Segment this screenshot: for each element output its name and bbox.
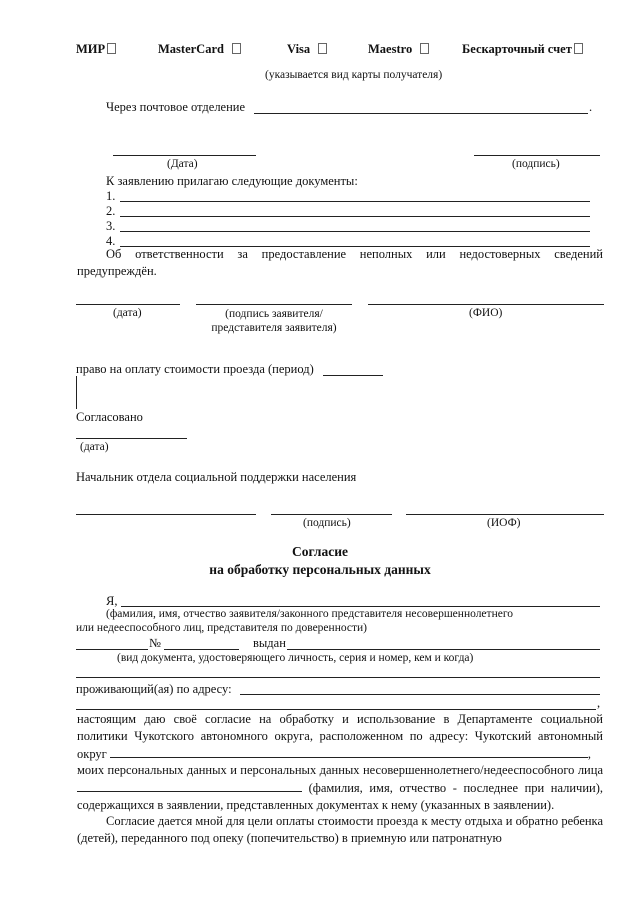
address-label: проживающий(ая) по адресу: — [76, 682, 232, 696]
applicant-fio-field[interactable] — [368, 304, 604, 305]
attach-field-1[interactable] — [120, 201, 590, 202]
consent-paragraph-2 — [77, 762, 603, 814]
doc-series-field[interactable] — [76, 649, 148, 650]
doc-hint: (вид документа, удостоверяющего личность, серия и номер, кем и когда) — [117, 652, 474, 664]
card-option-visa[interactable] — [287, 42, 327, 57]
number-sign: № — [149, 636, 161, 650]
consent-paragraph-3: Согласие дается мной для цели оплаты стоимости проезда к месту отдыха и обратно ребенка (детей), переданного под опеку (попечительство) в приемную или патронатную — [77, 814, 603, 845]
head-signature-label: (подпись) — [303, 517, 351, 529]
applicant-date-label: (дата) — [113, 307, 142, 319]
attach-item-3: 3. — [106, 219, 116, 233]
attach-field-3[interactable] — [120, 231, 590, 232]
consent-p2b-text: (фамилия, имя, отчество - последнее при наличии), содержащихся в заявлении, представленных документах к нему (указанных в заявлении). — [77, 781, 604, 812]
consent-fio-field[interactable] — [121, 606, 600, 607]
address-field[interactable] — [240, 694, 600, 695]
date-label: (Дата) — [167, 158, 198, 170]
comma-mark: , — [597, 696, 601, 710]
card-maestro-label: Maestro — [368, 42, 413, 56]
doc-extra-field[interactable] — [76, 677, 600, 678]
applicant-date-field[interactable] — [76, 304, 180, 305]
agreed-date-label: (дата) — [80, 441, 109, 453]
card-visa-label: Visa — [287, 42, 311, 56]
attach-intro: К заявлению прилагаю следующие документы: — [106, 174, 358, 188]
post-office-label: Через почтовое отделение — [106, 100, 246, 114]
head-dept-label: Начальник отдела социальной поддержки населения — [76, 470, 357, 484]
signature-field[interactable] — [474, 155, 600, 156]
address-field-2[interactable] — [76, 709, 596, 710]
applicant-signature-field[interactable] — [196, 304, 352, 305]
checkbox-icon[interactable] — [232, 43, 241, 54]
checkbox-icon[interactable] — [574, 43, 583, 54]
card-mir-label: МИР — [76, 42, 106, 56]
card-cardless-label: Бескарточный счет — [462, 42, 572, 56]
date-field[interactable] — [113, 155, 256, 156]
minor-fio-field[interactable] — [77, 779, 302, 792]
stamp-area — [76, 376, 77, 409]
checkbox-icon[interactable] — [318, 43, 327, 54]
head-iof-label: (ИОФ) — [487, 517, 521, 529]
attach-item-2: 2. — [106, 204, 116, 218]
consent-p1-text: настоящим даю своё согласие на обработку и использование в Департаменте социальной политики Чукотского автономного округа, расположенном по адресу: Чукотский автономный округ — [77, 712, 603, 761]
checkbox-icon[interactable] — [107, 43, 116, 54]
attach-item-4: 4. — [106, 234, 116, 248]
card-hint: (указывается вид карты получателя) — [265, 69, 443, 81]
issued-field[interactable] — [287, 649, 600, 650]
applicant-fio-label: (ФИО) — [469, 307, 503, 319]
checkbox-icon[interactable] — [420, 43, 429, 54]
attach-item-1: 1. — [106, 189, 116, 203]
head-signature-field[interactable] — [271, 514, 392, 515]
agreed-label: Согласовано — [76, 410, 143, 424]
post-office-field[interactable] — [254, 113, 588, 114]
signature-label: (подпись) — [512, 158, 560, 170]
attach-field-2[interactable] — [120, 216, 590, 217]
agreed-date-field[interactable] — [76, 438, 187, 439]
period-mark: . — [589, 100, 593, 114]
right-period-field[interactable] — [323, 375, 383, 376]
doc-number-field[interactable] — [164, 649, 239, 650]
head-iof-field[interactable] — [406, 514, 604, 515]
consent-fio-hint-2: или недееспособного лиц, представителя по доверенности) — [76, 622, 367, 634]
consent-p2a-text: моих персональных данных и персональных данных несовершеннолетнего/недееспособного лица — [77, 763, 603, 777]
consent-title-1: Согласие — [291, 544, 349, 559]
consent-fio-hint-1: (фамилия, имя, отчество заявителя/законного представителя несовершеннолетнего — [106, 608, 514, 620]
consent-title-2: на обработку персональных данных — [209, 562, 431, 577]
card-option-cardless[interactable] — [462, 42, 583, 57]
card-option-maestro[interactable] — [368, 42, 429, 57]
card-option-mir[interactable] — [76, 42, 116, 57]
head-name-field[interactable] — [76, 514, 256, 515]
consent-paragraph-1: настоящим даю своё согласие на обработку и использование в Департаменте социальной политики Чукотского автономного округа, расположенном по адресу: Чукотский автономный округ , — [77, 712, 603, 761]
warning-text: Об ответственности за предоставление неполных или недостоверных сведений предупреждён. — [77, 247, 603, 278]
consent-i-label: Я, — [106, 594, 118, 608]
card-mastercard-label: MasterCard — [158, 42, 224, 56]
okrug-field[interactable] — [110, 745, 588, 758]
applicant-signature-label: (подпись заявителя/представителя заявителя) — [211, 308, 337, 334]
issued-label: выдан — [253, 636, 286, 650]
right-period-label: право на оплату стоимости проезда (период) — [76, 362, 314, 376]
card-option-mastercard[interactable] — [158, 42, 241, 57]
